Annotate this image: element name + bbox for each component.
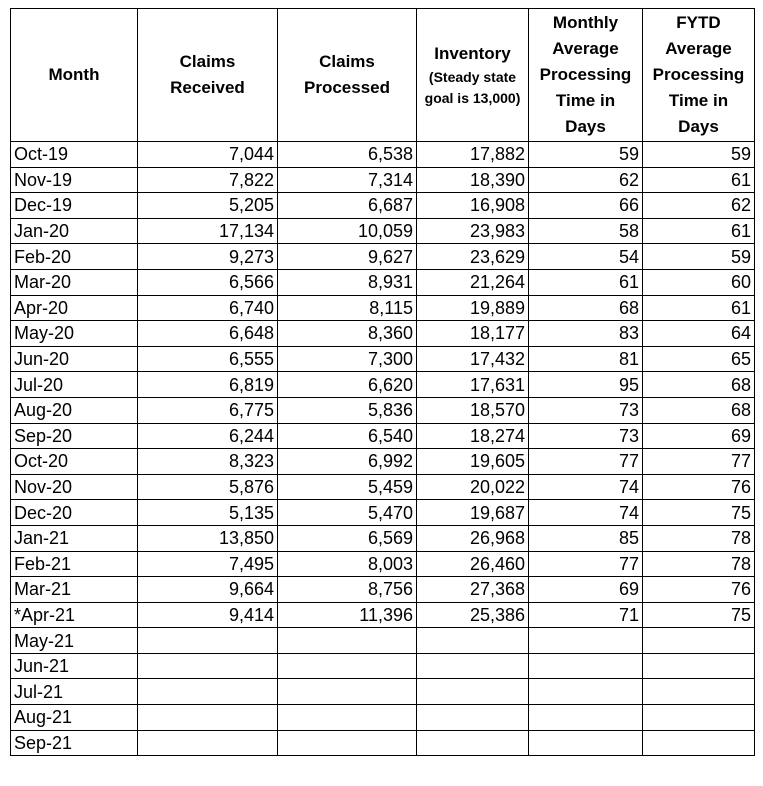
table-row	[11, 679, 755, 705]
fytd-average-cell	[643, 705, 755, 731]
fytd-average-cell: 60	[643, 269, 755, 295]
fytd-average-cell: 64	[643, 321, 755, 347]
table-body	[11, 142, 755, 756]
fytd-average-cell: 69	[643, 423, 755, 449]
monthly-average-cell: 95	[529, 372, 643, 398]
claims-processed-cell: 6,992	[278, 449, 417, 475]
claims-processed-cell: 9,627	[278, 244, 417, 270]
month-cell: Aug-21	[11, 705, 138, 731]
claims-processed-cell: 8,931	[278, 269, 417, 295]
claims-received-cell: 5,205	[138, 193, 278, 219]
monthly-average-cell: 77	[529, 449, 643, 475]
claims-received-cell: 6,648	[138, 321, 278, 347]
table-row	[11, 269, 755, 295]
inventory-cell: 26,460	[417, 551, 529, 577]
claims-processed-cell: 5,836	[278, 397, 417, 423]
inventory-cell: 19,687	[417, 500, 529, 526]
header-inventory: Inventory (Steady state goal is 13,000)	[417, 9, 529, 142]
monthly-average-cell: 81	[529, 346, 643, 372]
table-row	[11, 551, 755, 577]
month-cell: May-20	[11, 321, 138, 347]
monthly-average-cell: 71	[529, 602, 643, 628]
fytd-average-cell	[643, 679, 755, 705]
claims-processed-cell: 11,396	[278, 602, 417, 628]
inventory-cell: 16,908	[417, 193, 529, 219]
claims-processed-cell	[278, 628, 417, 654]
table-row	[11, 218, 755, 244]
claims-received-cell	[138, 653, 278, 679]
monthly-average-cell: 83	[529, 321, 643, 347]
monthly-average-cell: 77	[529, 551, 643, 577]
claims-received-cell: 9,664	[138, 577, 278, 603]
claims-received-cell	[138, 679, 278, 705]
table-row	[11, 372, 755, 398]
inventory-cell: 17,882	[417, 142, 529, 168]
month-cell: Sep-20	[11, 423, 138, 449]
inventory-cell: 17,432	[417, 346, 529, 372]
inventory-cell: 18,177	[417, 321, 529, 347]
fytd-average-cell	[643, 730, 755, 756]
fytd-average-cell: 59	[643, 142, 755, 168]
fytd-average-cell: 61	[643, 295, 755, 321]
table-row	[11, 577, 755, 603]
inventory-cell	[417, 679, 529, 705]
month-cell: Aug-20	[11, 397, 138, 423]
fytd-average-cell	[643, 653, 755, 679]
claims-processed-cell: 7,314	[278, 167, 417, 193]
month-cell: Jan-20	[11, 218, 138, 244]
table-row	[11, 397, 755, 423]
table-row	[11, 346, 755, 372]
claims-received-cell: 5,135	[138, 500, 278, 526]
fytd-average-cell: 62	[643, 193, 755, 219]
monthly-average-cell	[529, 705, 643, 731]
fytd-average-cell: 68	[643, 397, 755, 423]
claims-processed-cell: 6,540	[278, 423, 417, 449]
month-cell: Oct-20	[11, 449, 138, 475]
claims-received-cell: 9,273	[138, 244, 278, 270]
claims-received-cell: 6,740	[138, 295, 278, 321]
monthly-average-cell	[529, 653, 643, 679]
inventory-cell: 21,264	[417, 269, 529, 295]
header-claims-received: Claims Received	[138, 9, 278, 142]
month-cell: Mar-21	[11, 577, 138, 603]
month-cell: Oct-19	[11, 142, 138, 168]
month-cell: Nov-20	[11, 474, 138, 500]
table-row	[11, 167, 755, 193]
inventory-cell: 17,631	[417, 372, 529, 398]
table-row	[11, 321, 755, 347]
inventory-cell: 18,570	[417, 397, 529, 423]
inventory-cell: 18,390	[417, 167, 529, 193]
monthly-average-cell: 58	[529, 218, 643, 244]
month-cell: Apr-20	[11, 295, 138, 321]
claims-processed-cell	[278, 679, 417, 705]
monthly-average-cell: 68	[529, 295, 643, 321]
claims-received-cell: 6,566	[138, 269, 278, 295]
month-cell: Mar-20	[11, 269, 138, 295]
claims-processed-cell: 6,620	[278, 372, 417, 398]
month-cell: May-21	[11, 628, 138, 654]
monthly-average-cell: 62	[529, 167, 643, 193]
inventory-cell: 23,983	[417, 218, 529, 244]
claims-received-cell	[138, 628, 278, 654]
claims-received-cell: 7,495	[138, 551, 278, 577]
table-row	[11, 653, 755, 679]
claims-processed-cell: 6,538	[278, 142, 417, 168]
fytd-average-cell: 65	[643, 346, 755, 372]
month-cell: Dec-19	[11, 193, 138, 219]
monthly-average-cell: 69	[529, 577, 643, 603]
monthly-average-cell	[529, 679, 643, 705]
table-row	[11, 500, 755, 526]
monthly-average-cell	[529, 730, 643, 756]
claims-processed-cell: 6,569	[278, 525, 417, 551]
claims-processed-cell: 8,360	[278, 321, 417, 347]
header-fytd-average-processing-time: FYTD Average Processing Time in Days	[643, 9, 755, 142]
table-row	[11, 474, 755, 500]
claims-received-cell: 17,134	[138, 218, 278, 244]
monthly-average-cell: 59	[529, 142, 643, 168]
claims-table-container	[10, 8, 755, 756]
claims-received-cell: 13,850	[138, 525, 278, 551]
inventory-cell	[417, 653, 529, 679]
monthly-average-cell: 85	[529, 525, 643, 551]
monthly-average-cell: 73	[529, 423, 643, 449]
claims-processed-cell: 8,003	[278, 551, 417, 577]
header-row	[11, 9, 755, 142]
claims-processed-cell	[278, 653, 417, 679]
fytd-average-cell: 78	[643, 551, 755, 577]
table-row	[11, 142, 755, 168]
fytd-average-cell: 75	[643, 500, 755, 526]
monthly-average-cell: 54	[529, 244, 643, 270]
fytd-average-cell: 68	[643, 372, 755, 398]
table-row	[11, 525, 755, 551]
claims-received-cell: 8,323	[138, 449, 278, 475]
monthly-average-cell: 74	[529, 474, 643, 500]
table-row	[11, 628, 755, 654]
claims-processed-cell	[278, 705, 417, 731]
monthly-average-cell: 74	[529, 500, 643, 526]
table-row	[11, 193, 755, 219]
table-row	[11, 602, 755, 628]
claims-received-cell: 5,876	[138, 474, 278, 500]
inventory-cell	[417, 730, 529, 756]
inventory-cell: 19,889	[417, 295, 529, 321]
claims-received-cell	[138, 705, 278, 731]
claims-received-cell: 7,044	[138, 142, 278, 168]
claims-processed-cell: 10,059	[278, 218, 417, 244]
claims-processed-cell	[278, 730, 417, 756]
month-cell: Feb-21	[11, 551, 138, 577]
claims-processed-cell: 5,470	[278, 500, 417, 526]
header-month: Month	[11, 9, 138, 142]
month-cell: *Apr-21	[11, 602, 138, 628]
inventory-goal-note: (Steady state	[428, 69, 517, 85]
inventory-cell	[417, 628, 529, 654]
monthly-average-cell: 73	[529, 397, 643, 423]
month-cell: Feb-20	[11, 244, 138, 270]
fytd-average-cell: 77	[643, 449, 755, 475]
claims-processed-cell: 8,756	[278, 577, 417, 603]
inventory-cell: 18,274	[417, 423, 529, 449]
claims-received-cell: 6,555	[138, 346, 278, 372]
month-cell: Jul-20	[11, 372, 138, 398]
month-cell: Nov-19	[11, 167, 138, 193]
monthly-average-cell: 66	[529, 193, 643, 219]
month-cell: Dec-20	[11, 500, 138, 526]
month-cell: Jun-20	[11, 346, 138, 372]
fytd-average-cell: 76	[643, 474, 755, 500]
month-cell: Jan-21	[11, 525, 138, 551]
header-claims-processed: Claims Processed	[278, 9, 417, 142]
fytd-average-cell: 78	[643, 525, 755, 551]
inventory-cell: 27,368	[417, 577, 529, 603]
table-row	[11, 705, 755, 731]
fytd-average-cell: 61	[643, 218, 755, 244]
claims-received-cell: 9,414	[138, 602, 278, 628]
inventory-cell: 23,629	[417, 244, 529, 270]
table-row	[11, 423, 755, 449]
claims-received-cell: 6,819	[138, 372, 278, 398]
claims-received-cell: 6,244	[138, 423, 278, 449]
claims-received-cell: 7,822	[138, 167, 278, 193]
inventory-cell	[417, 705, 529, 731]
fytd-average-cell	[643, 628, 755, 654]
month-cell: Jun-21	[11, 653, 138, 679]
claims-received-cell	[138, 730, 278, 756]
claims-processed-cell: 5,459	[278, 474, 417, 500]
table-row	[11, 295, 755, 321]
month-cell: Jul-21	[11, 679, 138, 705]
fytd-average-cell: 61	[643, 167, 755, 193]
inventory-cell: 25,386	[417, 602, 529, 628]
inventory-cell: 20,022	[417, 474, 529, 500]
header-monthly-average-processing-time: Monthly Average Processing Time in Days	[529, 9, 643, 142]
inventory-cell: 19,605	[417, 449, 529, 475]
fytd-average-cell: 76	[643, 577, 755, 603]
claims-processed-cell: 8,115	[278, 295, 417, 321]
claims-processed-cell: 6,687	[278, 193, 417, 219]
fytd-average-cell: 59	[643, 244, 755, 270]
table-row	[11, 449, 755, 475]
claims-processed-cell: 7,300	[278, 346, 417, 372]
fytd-average-cell: 75	[643, 602, 755, 628]
inventory-goal-note: goal is 13,000)	[424, 90, 521, 106]
inventory-cell: 26,968	[417, 525, 529, 551]
monthly-average-cell: 61	[529, 269, 643, 295]
claims-received-cell: 6,775	[138, 397, 278, 423]
table-row	[11, 244, 755, 270]
monthly-average-cell	[529, 628, 643, 654]
month-cell: Sep-21	[11, 730, 138, 756]
claims-table	[10, 8, 755, 756]
table-row	[11, 730, 755, 756]
